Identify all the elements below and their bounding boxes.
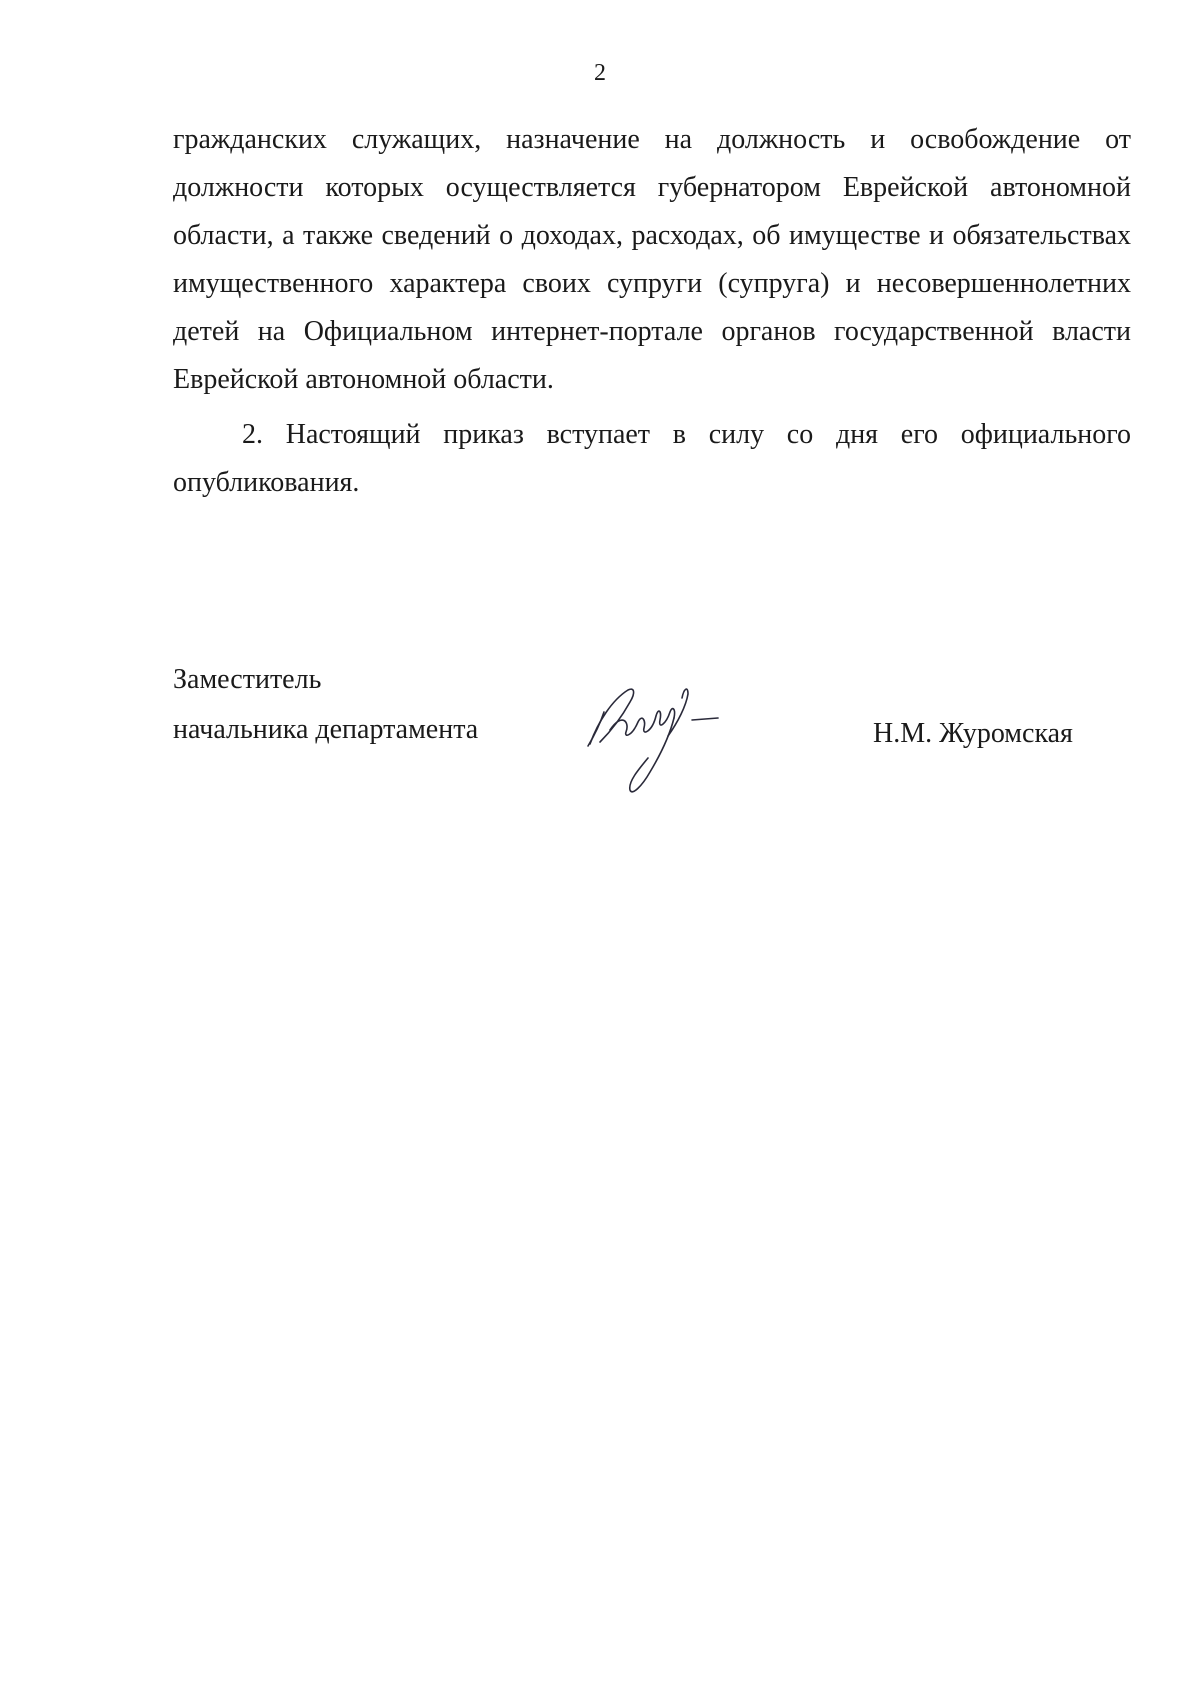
signatory-position-line1: Заместитель — [173, 664, 322, 695]
page-number: 2 — [594, 60, 606, 86]
paragraph-continuation: гражданских служащих, назначение на должность и освобождение от должности которых осуществляется губернатором Еврейской автономной области, а также сведений о доходах, расходах, об имуществе и обязательствах имущественного характера своих супруги (супруга) и несовершеннолетних детей на Официальном интернет-портале органов государственной власти Еврейской автономной области. — [173, 124, 1131, 395]
signatory-position-line2: начальника департамента — [173, 714, 479, 745]
signatory-name: Н.М. Журомская — [873, 718, 1073, 749]
handwritten-signature — [570, 672, 740, 807]
paragraph-item-2: 2. Настоящий приказ вступает в силу со дня его официального опубликования. — [173, 419, 1131, 498]
